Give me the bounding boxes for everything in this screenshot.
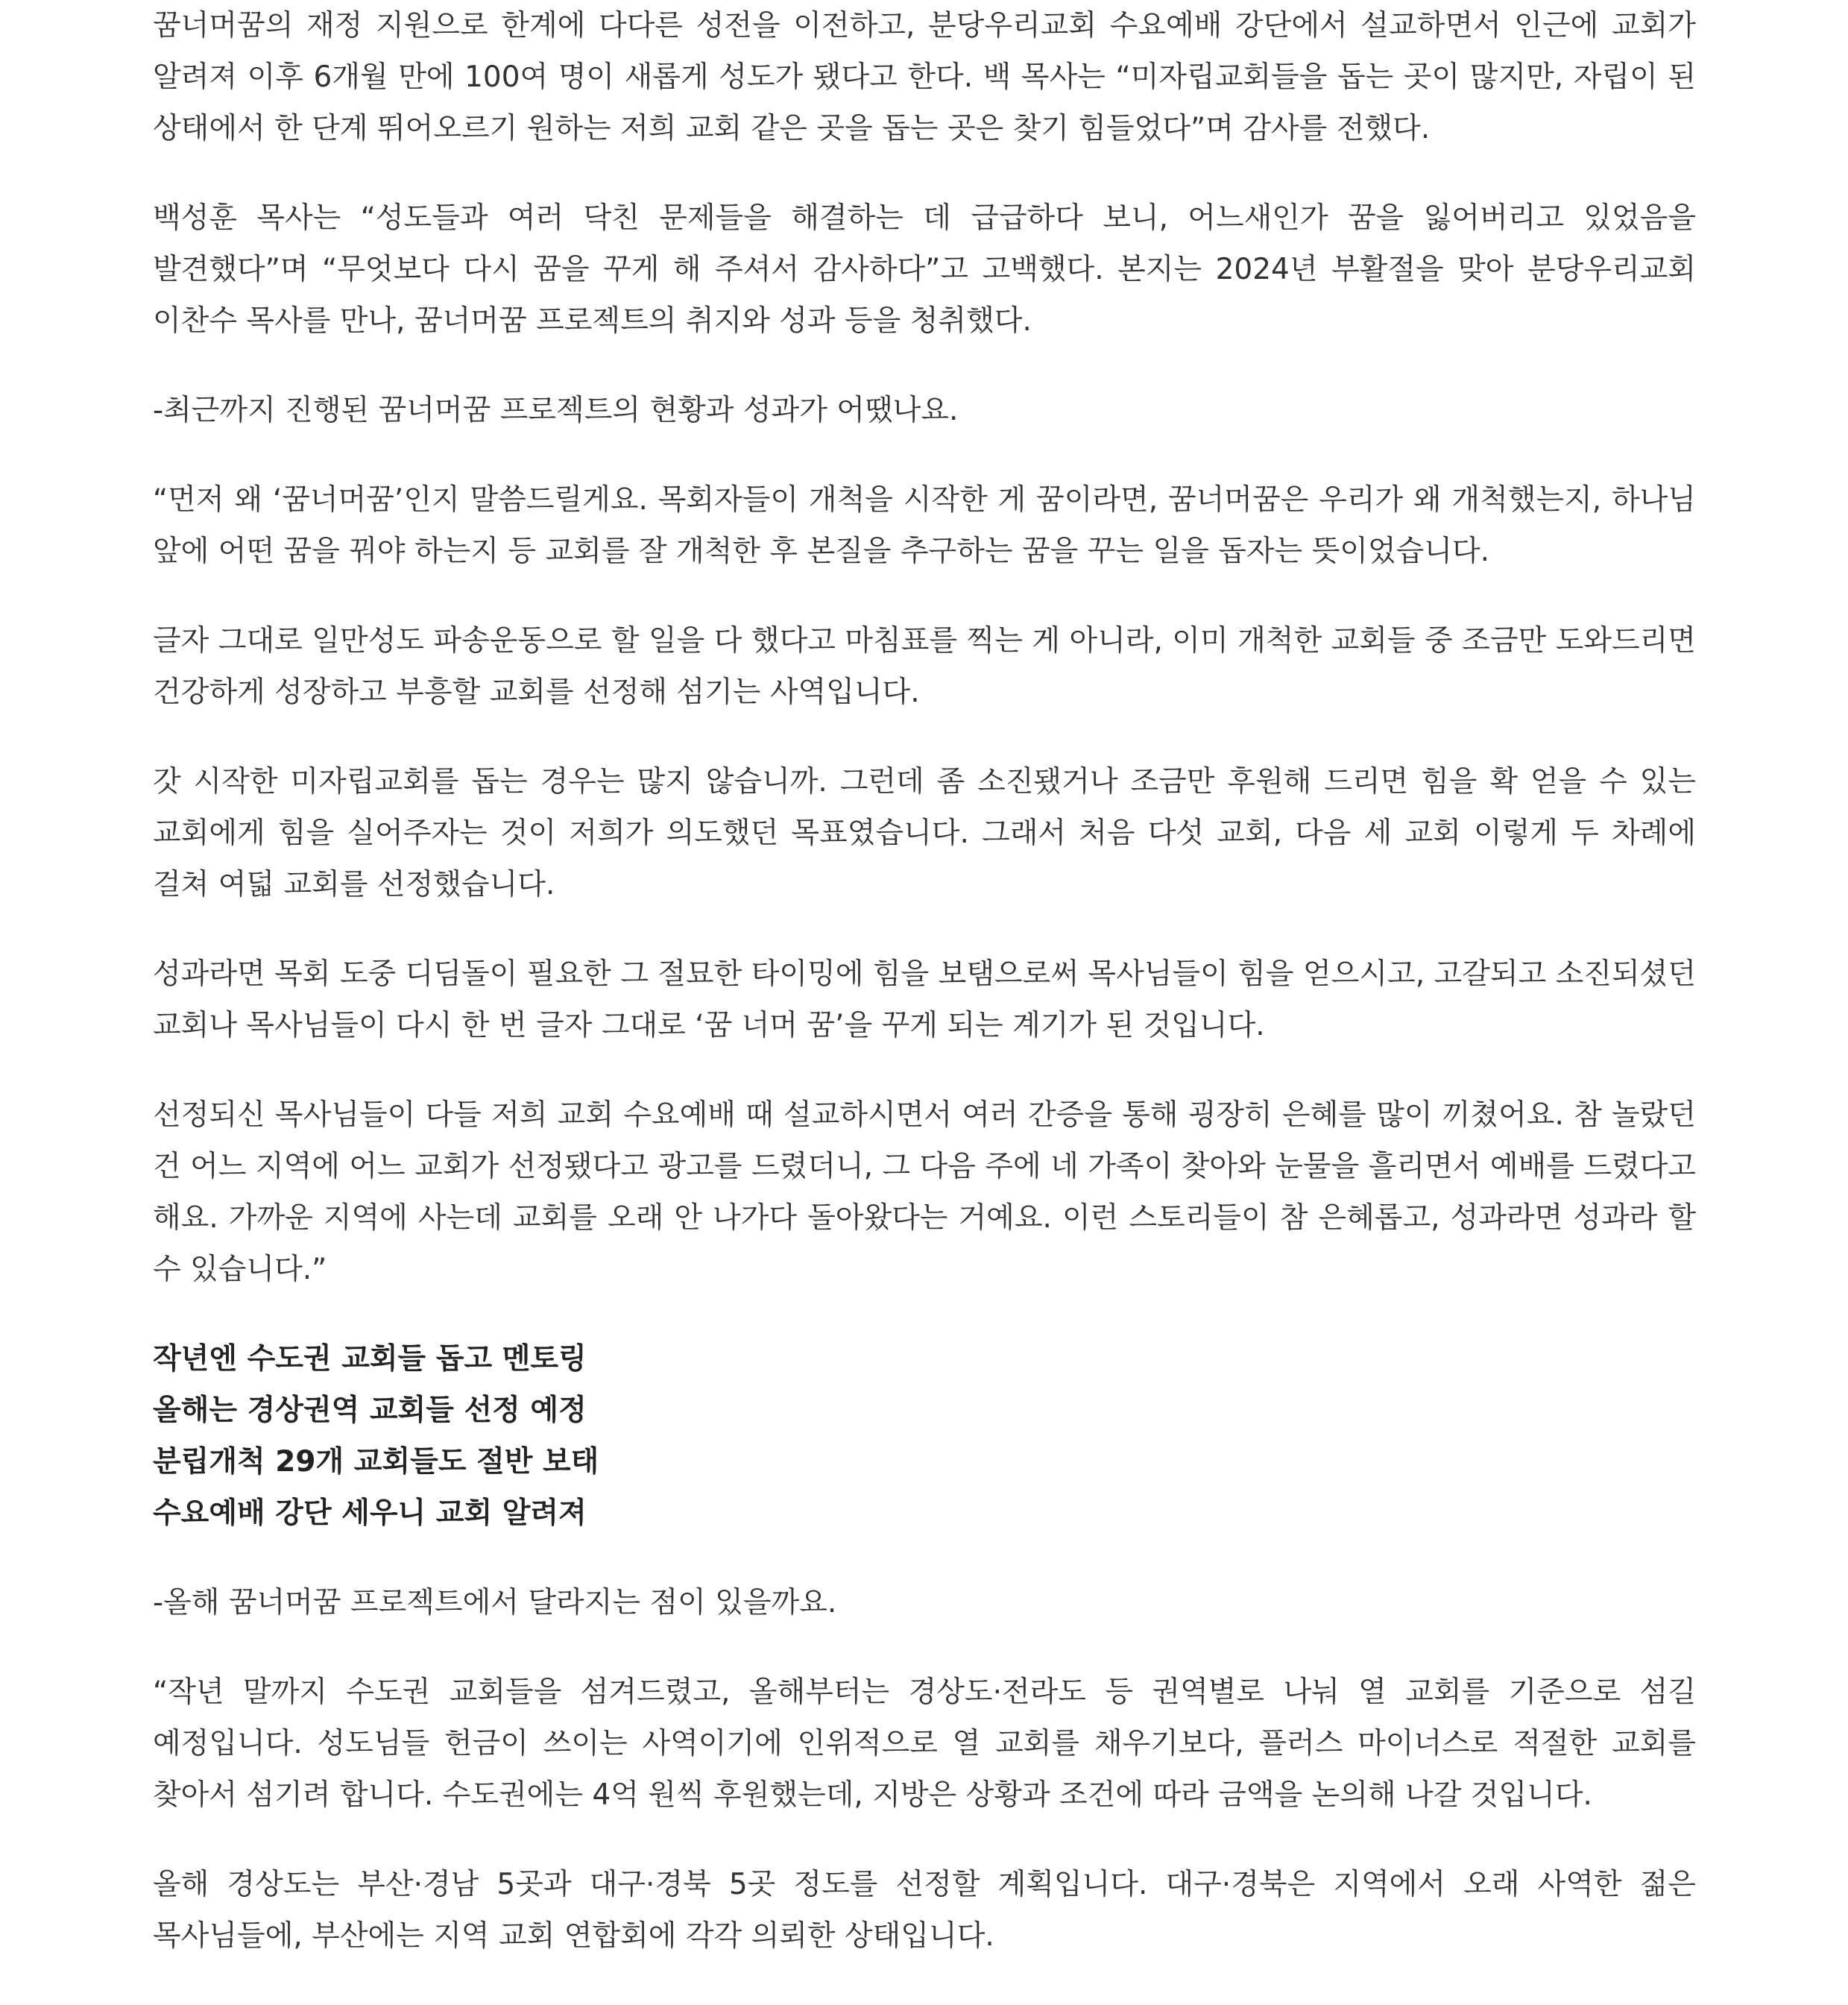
paragraph: 올해 경상도는 부산·경남 5곳과 대구·경북 5곳 정도를 선정할 계획입니다. 대구·경북은 지역에서 오래 사역한 젊은 목사님들에, 부산에는 지역 교회 연합회에 각각 의뢰한 상태입니다. <box>153 1868 1696 1953</box>
interview-question: -최근까지 진행된 꿈너머꿈 프로젝트의 현황과 성과가 어땠나요. <box>153 394 959 427</box>
paragraph: 글자 그대로 일만성도 파송운동으로 할 일을 다 했다고 마침표를 찍는 게 아니라, 이미 개척한 교회들 중 조금만 도와드리면 건강하게 성장하고 부흥할 교회를 선정해 섬기는 사역입니다. <box>153 624 1696 709</box>
paragraph: 성과라면 목회 도중 디딤돌이 필요한 그 절묘한 타이밍에 힘을 보탬으로써 목사님들이 힘을 얻으시고, 고갈되고 소진되셨던 교회나 목사님들이 다시 한 번 글자 그대로 ‘꿈 너머 꿈’을 꾸게 되는 계기가 된 것입니다. <box>153 957 1696 1042</box>
paragraph: “작년 말까지 수도권 교회들을 섬겨드렸고, 올해부터는 경상도·전라도 등 권역별로 나눠 열 교회를 기준으로 섬길 예정입니다. 성도님들 헌금이 쓰이는 사역이기에 인위적으로 열 교회를 채우기보다, 플러스 마이너스로 적절한 교회를 찾아서 섬기려 합니다. 수도권에는 4억 원씩 후원했는데, 지방은 상황과 조건에 따라 금액을 논의해 나갈 것입니다. <box>153 1675 1696 1812</box>
subheading: 올해는 경상권역 교회들 선정 예정 <box>153 1394 587 1427</box>
paragraph: 백성훈 목사는 “성도들과 여러 닥친 문제들을 해결하는 데 급급하다 보니, 어느새인가 꿈을 잃어버리고 있었음을 발견했다”며 “무엇보다 다시 꿈을 꾸게 해 주셔서 감사하다”고 고백했다. 본지는 2024년 부활절을 맞아 분당우리교회 이찬수 목사를 만나, 꿈너머꿈 프로젝트의 취지와 성과 등을 청취했다. <box>153 201 1696 338</box>
subheading-block <box>153 1333 1696 1539</box>
paragraph: “먼저 왜 ‘꿈너머꿈’인지 말씀드릴게요. 목회자들이 개척을 시작한 게 꿈이라면, 꿈너머꿈은 우리가 왜 개척했는지, 하나님 앞에 어떤 꿈을 꿔야 하는지 등 교회를 잘 개척한 후 본질을 추구하는 꿈을 꾸는 일을 돕자는 뜻이었습니다. <box>153 483 1696 568</box>
interview-question: -올해 꿈너머꿈 프로젝트에서 달라지는 점이 있을까요. <box>153 1586 837 1620</box>
article-body <box>153 0 1696 2000</box>
paragraph: 갓 시작한 미자립교회를 돕는 경우는 많지 않습니까. 그런데 좀 소진됐거나 조금만 후원해 드리면 힘을 확 얻을 수 있는 교회에게 힘을 실어주자는 것이 저희가 의도했던 목표였습니다. 그래서 처음 다섯 교회, 다음 세 교회 이렇게 두 차례에 걸쳐 여덟 교회를 선정했습니다. <box>153 765 1696 901</box>
subheading: 수요예배 강단 세우니 교회 알려져 <box>153 1496 587 1530</box>
paragraph: 선정되신 목사님들이 다들 저희 교회 수요예배 때 설교하시면서 여러 간증을 통해 굉장히 은혜를 많이 끼쳤어요. 참 놀랐던 건 어느 지역에 어느 교회가 선정됐다고 광고를 드렸더니, 그 다음 주에 네 가족이 찾아와 눈물을 흘리면서 예배를 드렸다고 해요. 가까운 지역에 사는데 교회를 오래 안 나가다 돌아왔다는 거예요. 이런 스토리들이 참 은혜롭고, 성과라면 성과라 할 수 있습니다.” <box>153 1098 1696 1286</box>
paragraph: 꿈너머꿈의 재정 지원으로 한계에 다다른 성전을 이전하고, 분당우리교회 수요예배 강단에서 설교하면서 인근에 교회가 알려져 이후 6개월 만에 100여 명이 새롭게 성도가 됐다고 한다. 백 목사는 “미자립교회들을 돕는 곳이 많지만, 자립이 된 상태에서 한 단계 뛰어오르기 원하는 저희 교회 같은 곳을 돕는 곳은 찾기 힘들었다”며 감사를 전했다. <box>153 9 1696 145</box>
subheading: 작년엔 수도권 교회들 돕고 멘토링 <box>153 1342 587 1376</box>
subheading: 분립개척 29개 교회들도 절반 보태 <box>153 1445 599 1479</box>
